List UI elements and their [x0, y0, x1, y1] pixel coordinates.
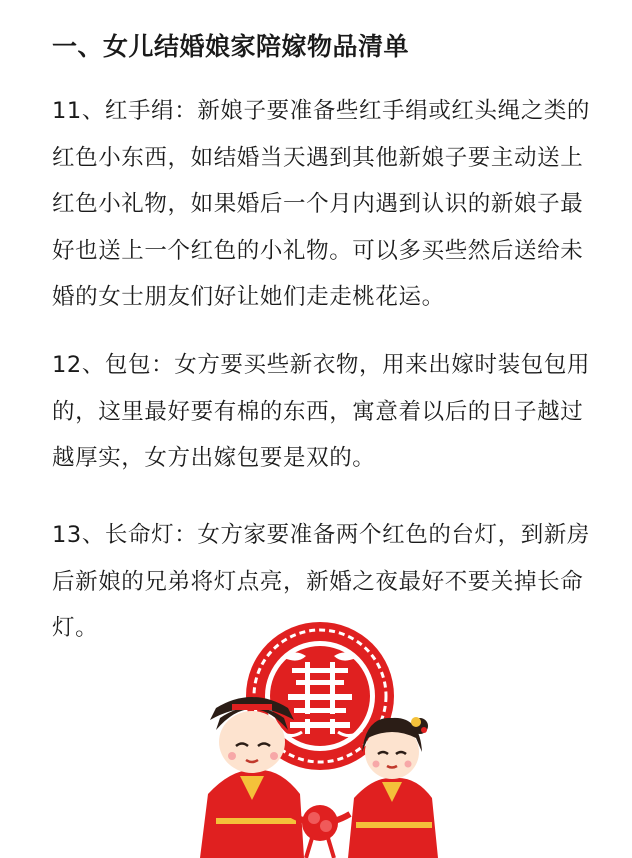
page-title: 一、女儿结婚娘家陪嫁物品清单	[52, 32, 410, 61]
paragraph-longevity-lamp: 13、长命灯：女方家要准备两个红色的台灯，到新房后新娘的兄弟将灯点亮，新婚之夜最好不要关掉长命灯。	[52, 522, 591, 641]
paragraph-bags: 12、包包：女方要买些新衣物，用来出嫁时装包包用的，这里最好要有棉的东西，寓意着以后的日子越过越厚实，女方出嫁包要是双的。	[52, 352, 591, 471]
double-happiness-icon	[288, 662, 352, 734]
paragraph-red-handkerchief: 11、红手绢：新娘子要准备些红手绢或红头绳之类的红色小东西，如结婚当天遇到其他新娘子要主动送上红色小礼物，如果婚后一个月内遇到认识的新娘子最好也送上一个红色的小礼物。可以多买些然后送给未婚的女士朋友们好让她们走走桃花运。	[52, 98, 591, 310]
wedding-couple-illustration	[180, 618, 470, 858]
